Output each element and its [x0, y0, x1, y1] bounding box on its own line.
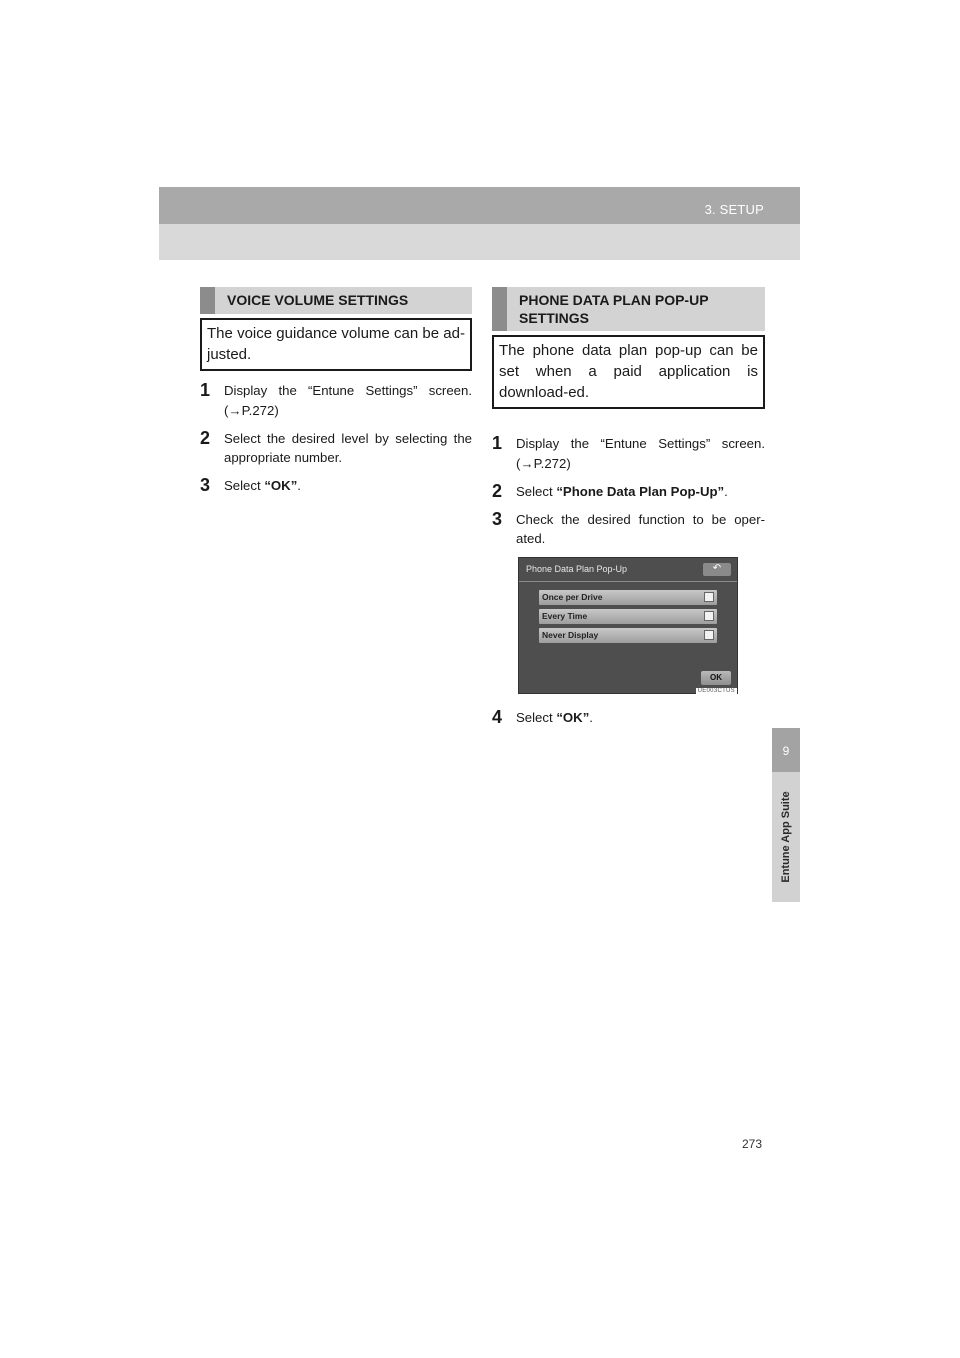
step-text-suffix: . — [724, 483, 728, 499]
option-every-time[interactable] — [539, 609, 717, 624]
step-text-suffix: . — [589, 710, 593, 726]
step-list — [200, 381, 472, 495]
step-item — [200, 381, 472, 419]
step-text: Select the desired level by selecting the appropriate number. — [224, 430, 472, 465]
step-text-suffix: . — [297, 477, 301, 493]
step-text-bold: “OK” — [556, 710, 590, 726]
step-number: 3 — [200, 474, 211, 495]
chapter-label: Entune App Suite — [780, 791, 792, 883]
option-label: Never Display — [542, 630, 599, 641]
step-text-prefix: Select — [516, 483, 557, 499]
checkbox-icon[interactable] — [704, 630, 714, 640]
page-number: 273 — [742, 1137, 763, 1151]
ok-button[interactable]: OK — [701, 671, 731, 685]
step-text-prefix: Select — [516, 710, 557, 726]
option-never-display[interactable] — [539, 628, 717, 643]
step-text-bold: “OK” — [264, 477, 298, 493]
step-number: 4 — [492, 707, 503, 728]
return-arrow-icon[interactable]: ↶ — [703, 563, 731, 576]
option-once-per-drive[interactable] — [539, 590, 717, 605]
step-item — [492, 708, 765, 727]
step-text-prefix: Select — [224, 477, 265, 493]
step-item — [492, 510, 765, 548]
chapter-number-tab — [772, 728, 800, 772]
image-code: UE003CTUS — [697, 688, 735, 695]
chapter-label-tab — [772, 772, 800, 902]
step-list-continued — [492, 708, 765, 727]
option-label: Every Time — [542, 611, 588, 622]
header-subband — [159, 224, 800, 260]
step-item — [200, 476, 472, 495]
chapter-number: 9 — [782, 744, 790, 758]
checkbox-icon[interactable] — [704, 611, 714, 621]
phone-data-plan-screenshot — [518, 557, 738, 694]
step-item — [492, 434, 765, 472]
step-text-bold: “Phone Data Plan Pop-Up” — [556, 483, 725, 499]
section-heading: PHONE DATA PLAN POP-UP SETTINGS — [492, 287, 765, 331]
step-list — [492, 434, 765, 548]
step-number: 2 — [492, 480, 503, 501]
step-text: Display the “Entune Settings” screen. (→P.272) — [224, 383, 472, 418]
section-heading: VOICE VOLUME SETTINGS — [200, 287, 472, 314]
phone-data-plan-section — [492, 287, 765, 736]
screen-divider — [519, 581, 737, 582]
step-number: 2 — [200, 427, 211, 448]
step-number: 1 — [200, 380, 211, 401]
step-text: Display the “Entune Settings” screen. (→P.272) — [516, 436, 765, 471]
option-label: Once per Drive — [542, 592, 603, 603]
section-intro: The voice guidance volume can be ad-justed. — [200, 318, 472, 371]
voice-volume-section — [200, 287, 472, 504]
section-intro: The phone data plan pop-up can be set when a paid application is download-ed. — [492, 335, 765, 409]
header-band — [159, 187, 800, 224]
step-item — [492, 482, 765, 501]
checkbox-icon[interactable] — [704, 592, 714, 602]
screen-title: Phone Data Plan Pop-Up — [526, 564, 628, 575]
step-number: 3 — [492, 508, 503, 529]
section-title: 3. SETUP — [704, 202, 764, 217]
step-item — [200, 429, 472, 467]
step-number: 1 — [492, 433, 503, 454]
step-text: Check the desired function to be oper-ated. — [516, 511, 765, 546]
